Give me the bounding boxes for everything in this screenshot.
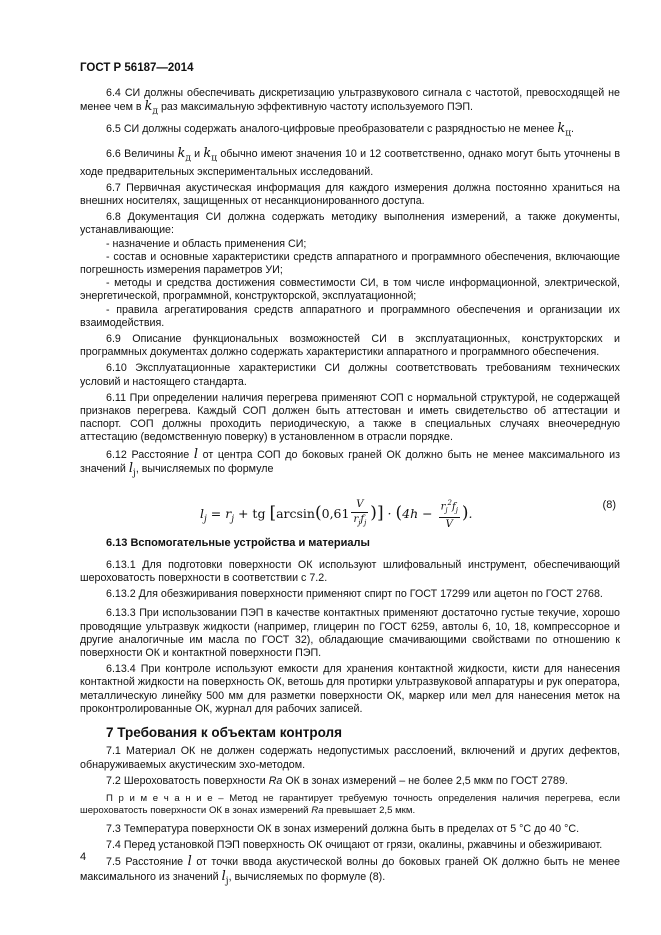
var-l-j-2: $l_j$: [221, 868, 229, 887]
var-k-d: $k_д$: [144, 99, 158, 117]
clause-7-2: 7.2 Шероховатость поверхности Ra ОК в зонах измерений – не более 2,5 мкм по ГОСТ 2789.: [106, 774, 568, 787]
ra-symbol-note: Ra: [311, 804, 324, 816]
var-k-ts-2: $k_ц$: [203, 145, 218, 164]
clause-6-5: 6.5 СИ должны содержать аналого-цифровые преобразователи с разрядностью не менее $k_ц$.: [106, 121, 575, 139]
clause-6-7: 6.7 Первичная акустическая информация для каждого измерения должна постоянно храниться на внешних носителях, защищенных от несанкционированного доступа.: [80, 181, 620, 207]
list-item: - состав и основные характеристики средств аппаратного и программного обеспечения, включающие погрешность измерения параметров УИ;: [80, 250, 620, 277]
clause-6-13-1: 6.13.1 Для подготовки поверхности ОК используют шлифовальный инструмент, обеспечивающий шероховатость поверхности в соответствии с 7.2.: [80, 558, 620, 585]
var-k-ts: $k_ц$: [557, 121, 572, 139]
list-item: - методы и средства достижения совместимости СИ, в том числе информационной, электрической, энергетической, программной, конструкторской, эксплуатационной;: [80, 277, 620, 303]
clause-6-4: 6.4 СИ должны обеспечивать дискретизацию ультразвукового сигнала с частотой, превосходящей не менее чем в $k_д$ раз максимальную эффективную частоту используемого ПЭП.: [80, 87, 620, 117]
subsection-6-13-title: 6.13 Вспомогательные устройства и материалы: [106, 536, 370, 549]
page-header: ГОСТ Р 56187—2014: [80, 62, 194, 74]
list-item: - назначение и область применения СИ;: [106, 237, 307, 250]
clause-6-10: 6.10 Эксплуатационные характеристики СИ должны соответствовать требованиям технических условий и настоящего стандарта.: [80, 362, 620, 388]
var-k-d-2: $k_д$: [177, 145, 191, 164]
clause-7-1: 7.1 Материал ОК не должен содержать недопустимых расслоений, включений и других дефектов, обнаруживаемых акустическим эхо-методом.: [80, 745, 620, 771]
clause-6-9: 6.9 Описание функциональных возможностей СИ в эксплуатационных, конструкторских и программных документах должно содержать характеристики аппаратного и программного обеспечения.: [80, 333, 620, 359]
var-l-j: $l_j$: [128, 460, 136, 479]
clause-6-8: 6.8 Документация СИ должна содержать методику выполнения измерений, а также документы, устанавливающие:: [80, 211, 620, 237]
clause-6-13-4: 6.13.4 При контроле используют емкости для хранения контактной жидкости, кисти для нанесения контактной жидкости на поверхность ОК, ветошь для протирки ультразвуковой аппаратуры и рук оператора, металлическую линейку 500 мм для разметки поверхности ОК, маркер или мел для нанесения меток на проконтролированные ОК, журнал для рабочих записей.: [80, 663, 620, 715]
clause-6-13-2: 6.13.2 Для обезжиривания поверхности применяют спирт по ГОСТ 17299 или ацетон по ГОСТ 2768.: [106, 588, 603, 601]
formula-expression: $l_j = r_j$ + tg [arcsin(0,61 $\frac{V}{r_jf_j}$ )] · (4h − $\frac{r_j^2f_j}{V}$ ).: [200, 498, 473, 531]
clause-7-4: 7.4 Перед установкой ПЭП поверхность ОК очищают от грязи, окалины, ржавчины и обезжиривают.: [106, 839, 603, 852]
clause-6-12: 6.12 Расстояние l от центра СОП до боковых граней ОК должно быть не менее максимального из значений $l_j$, вычисляемых по формуле: [80, 446, 620, 479]
list-item: - правила агрегатирования средств аппаратного и программного обеспечения и организации их взаимодействия.: [80, 303, 620, 329]
page-number: 4: [80, 851, 87, 863]
clause-7-3: 7.3 Температура поверхности ОК в зонах измерений должна быть в пределах от 5 °С до 40 °С.: [106, 822, 580, 835]
document-body: [80, 87, 620, 891]
clause-7-5: 7.5 Расстояние l от точки ввода акустической волны до боковых граней ОК должно быть не менее максимального из значений $l_j$, вычисляемых по формуле (8).: [80, 854, 620, 887]
clause-6-13-3: 6.13.3 При использовании ПЭП в качестве контактных применяют достаточно густые текучие, хорошо проводящие ультразвук жидкости (например, глицерин по ГОСТ 6259, автолы 6, 10, 18, компрессорное и другие аналогичные им масла по ГОСТ 32), обладающие смачивающими свойствами по отношению к поверхности ОК и контактной поверхности ПЭП.: [80, 607, 620, 660]
formula-8: [80, 489, 620, 531]
formula-number: (8): [602, 498, 616, 511]
var-l: l: [193, 446, 198, 462]
ra-symbol: Ra: [268, 774, 283, 787]
clause-6-11: 6.11 При определении наличия перегрева применяют СОП с нормальной структурой, не содержащей признаков перегрева. Каждый СОП должен быть аттестован и иметь свидетельство об аттестации и паспорт. СОП должны проходить периодическую, а также в специальных случаях внеочередную аттестацию (ведомственную поверку) в установленном в отрасли порядке.: [80, 391, 620, 444]
clause-6-6: 6.6 Величины $k_д$ и $k_ц$ обычно имеют значения 10 и 12 соответственно, однако могут быть уточнены в ходе предварительных экспериментальных исследований.: [80, 145, 620, 178]
section-7-title: 7 Требования к объектам контроля: [106, 725, 342, 741]
var-l-2: l: [187, 854, 192, 870]
note: П р и м е ч а н и е – Метод не гарантирует требуемую точность определения наличия перегрева, если шероховатость поверхности ОК в зонах измерений Ra превышает 2,5 мкм.: [80, 792, 620, 816]
